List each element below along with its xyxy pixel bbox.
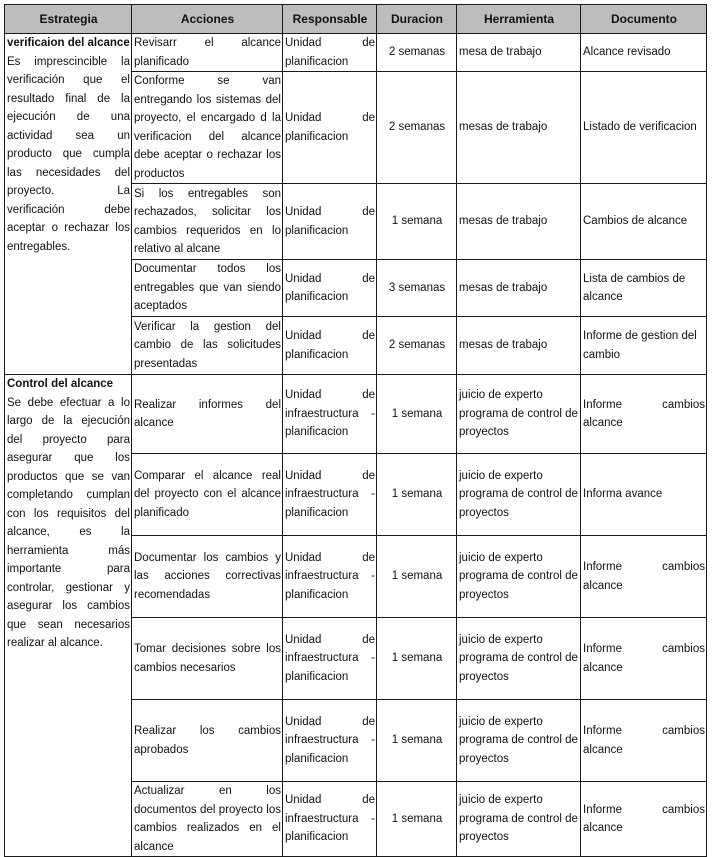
table-row [5, 375, 707, 454]
tool-cell: juicio de experto programa de control de proyectos [457, 700, 581, 782]
tool-cell: juicio de experto programa de control de proyectos [457, 618, 581, 700]
header-duracion: Duracion [377, 5, 457, 34]
responsible-cell: Unidad de planificacion [283, 72, 377, 184]
tool-cell: mesas de trabajo [457, 260, 581, 317]
duration-cell: 1 semana [377, 375, 457, 454]
responsible-cell: Unidad de infraestructura - planificacion [283, 700, 377, 782]
responsible-cell: Unidad de infraestructura - planificacion [283, 618, 377, 700]
tool-cell: juicio de experto programa de control de proyectos [457, 375, 581, 454]
action-cell: Documentar todos los entregables que van siendo aceptados [132, 260, 283, 317]
tool-cell: mesa de trabajo [457, 34, 581, 72]
tool-cell: juicio de experto programa de control de proyectos [457, 454, 581, 536]
responsible-cell: Unidad de infraestructura - planificacion [283, 536, 377, 618]
strategy-title: Control del alcance [7, 378, 114, 390]
document-cell: Informe cambios alcance [581, 375, 707, 454]
action-cell: Revisarr el alcance planificado [132, 34, 283, 72]
action-cell: Documentar los cambios y las acciones correctivas recomendadas [132, 536, 283, 618]
duration-cell: 1 semana [377, 184, 457, 260]
duration-cell: 1 semana [377, 536, 457, 618]
duration-cell: 1 semana [377, 618, 457, 700]
document-cell: Listado de verificacion [581, 72, 707, 184]
tool-cell: juicio de experto programa de control de proyectos [457, 782, 581, 857]
responsible-cell: Unidad de infraestructura - planificacion [283, 375, 377, 454]
responsible-cell: Unidad de infraestructura - planificacion [283, 454, 377, 536]
duration-cell: 3 semanas [377, 260, 457, 317]
document-cell: Informe cambios alcance [581, 618, 707, 700]
responsible-cell: Unidad de infraestructura - planificacion [283, 782, 377, 857]
tool-cell: mesas de trabajo [457, 72, 581, 184]
duration-cell: 2 semanas [377, 72, 457, 184]
header-responsable: Responsable [283, 5, 377, 34]
duration-cell: 1 semana [377, 700, 457, 782]
duration-cell: 1 semana [377, 782, 457, 857]
header-acciones: Acciones [132, 5, 283, 34]
scope-management-table [4, 4, 707, 857]
action-cell: Realizar informes del alcance [132, 375, 283, 454]
document-cell: Alcance revisado [581, 34, 707, 72]
action-cell: Actualizar en los documentos del proyecto los cambios realizados en el alcance [132, 782, 283, 857]
tool-cell: mesas de trabajo [457, 184, 581, 260]
action-cell: Tomar decisiones sobre los cambios necesarios [132, 618, 283, 700]
action-cell: Comparar el alcance real del proyecto con el alcance planificado [132, 454, 283, 536]
header-row [5, 5, 707, 34]
strategy-description: Se debe efectuar a lo largo de la ejecución del proyecto para asegurar que los productos que se van completando cumplan con los requisitos del alcance, es la herramienta más importante para controlar, gestionar y asegurar los cambios que sean necesarios realizar al alcance. [7, 396, 130, 649]
strategy-cell-verificacion [5, 34, 132, 375]
document-cell: Informe cambios alcance [581, 782, 707, 857]
duration-cell: 1 semana [377, 454, 457, 536]
document-cell: Informe cambios alcance [581, 700, 707, 782]
header-documento: Documento [581, 5, 707, 34]
tool-cell: juicio de experto programa de control de proyectos [457, 536, 581, 618]
duration-cell: 2 semanas [377, 317, 457, 375]
action-cell: Conforme se van entregando los sistemas del proyecto, el encargado d la verificacion del alcance debe aceptar o rechazar los productos [132, 72, 283, 184]
responsible-cell: Unidad de planificacion [283, 184, 377, 260]
action-cell: Si los entregables son rechazados, solicitar los cambios requeridos en lo relativo al alcane [132, 184, 283, 260]
document-cell: Informa avance [581, 454, 707, 536]
action-cell: Realizar los cambios aprobados [132, 700, 283, 782]
document-cell: Lista de cambios de alcance [581, 260, 707, 317]
strategy-title: verificaion del alcance [7, 37, 130, 49]
responsible-cell: Unidad de planificacion [283, 34, 377, 72]
header-estrategia: Estrategia [5, 5, 132, 34]
table-row [5, 34, 707, 72]
document-cell: Informe de gestion del cambio [581, 317, 707, 375]
header-herramienta: Herramienta [457, 5, 581, 34]
responsible-cell: Unidad de planificacion [283, 317, 377, 375]
strategy-description: Es imprescincible la verificación que el resultado final de la ejecución de una actividad sea un producto que cumpla las necesidades del proyecto. La verificación debe aceptar o rechazar los entregables. [7, 55, 130, 253]
action-cell: Verificar la gestion del cambio de las solicitudes presentadas [132, 317, 283, 375]
document-cell: Informe cambios alcance [581, 536, 707, 618]
strategy-cell-control [5, 375, 132, 857]
duration-cell: 2 semanas [377, 34, 457, 72]
responsible-cell: Unidad de planificacion [283, 260, 377, 317]
tool-cell: mesas de trabajo [457, 317, 581, 375]
document-cell: Cambios de alcance [581, 184, 707, 260]
